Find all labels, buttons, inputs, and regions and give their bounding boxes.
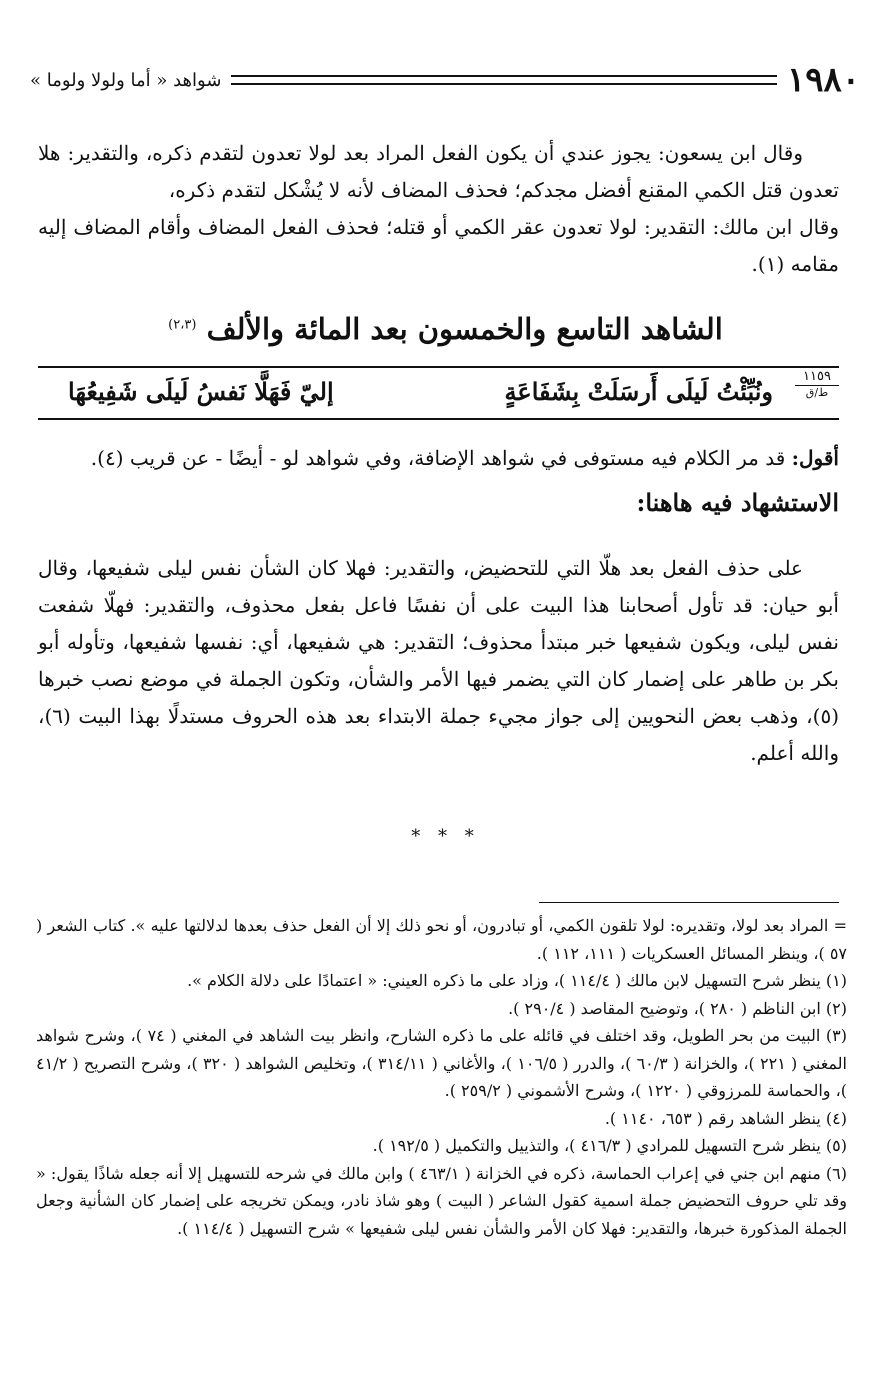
intro-paragraph-1: وقال ابن يسعون: يجوز عندي أن يكون الفعل المراد بعد لولا تعدون لتقدم ذكره، والتقدير: هلا تعدون قتل الكمي المقنع أفضل مجدكم؛ فحذف المضاف لأنه لا يُشْكل لتقدم ذكره،: [38, 141, 839, 202]
section-title: [40, 312, 851, 346]
section-title-refs: (٢،٣): [168, 317, 197, 333]
page-number: ١٩٨٠: [786, 60, 860, 100]
aqulu-text: قد مر الكلام فيه مستوفى في شواهد الإضافة، وفي شواهد لو - أيضًا - عن قريب (٤).: [90, 446, 792, 470]
footnote-2: (٢) ابن الناظم ( ٢٨٠ )، وتوضيح المقاصد ( ٢٩٠/٤ ).: [508, 998, 847, 1018]
verse-meter: ط/ق: [805, 386, 829, 399]
aqulu-lead: أقول:: [791, 446, 839, 470]
istishhad-paragraph: على حذف الفعل بعد هلّا التي للتحضيض، والتقدير: فهلا كان الشأن نفس ليلى شفيعها، وقال أبو حيان: قد تأول أصحابنا هذا البيت على أن نفسًا فاعل بفعل محذوف، والتقدير: فهلّا شفعت نفس ليلى، ويكون شفيعها خبر مبتدأ محذوف؛ التقدير: هي شفيعها، أي: نفسها شفيعها، وتأوله أبو بكر بن طاهر على إضمار كان التي يضمر فيها الأمر والشأن، وتكون الجملة في موضع نصب خبرها (٥)، وذهب بعض النحويين إلى جواز مجيء جملة الابتداء بعد هذه الحروف مستدلًا بهذا البيت (٦)، والله أعلم.: [38, 556, 839, 765]
verse-box: [38, 366, 839, 420]
verse-hemistich-1: ونُبِّئْتُ لَيلَى أَرسَلَتْ بِشَفَاعَةٍ: [504, 377, 773, 406]
aqulu-paragraph: [38, 440, 839, 477]
istishhad-heading: الاستشهاد فيه هاهنا:: [636, 488, 839, 517]
footnote-4: (٤) ينظر الشاهد رقم ( ٦٥٣، ١١٤٠ ).: [604, 1108, 847, 1128]
footnotes: [36, 912, 847, 1242]
section-separator: * * *: [411, 826, 480, 847]
footnote-6: (٦) منهم ابن جني في إعراب الحماسة، ذكره في الخزانة ( ٤٦٣/١ ) وابن مالك في شرحه للتسهيل إلا أنه جعله شاذًا يقول: « وقد تلي حروف التحضيض جملة اسمية كقول الشاعر ( البيت ) وهو شاذ نادر، ويمكن تخريجه على إضمار كان الشأنية وجعل الجملة المذكورة خبرها، والتقدير: فهلا كان الأمر والشأن نفس ليلى شفيعها » شرح التسهيل ( ١١٤/٤ ).: [36, 1163, 847, 1238]
footnote-continuation: = المراد بعد لولا، وتقديره: لولا تلقون الكمي، أو تبادرون، أو نحو ذلك إلا أن الفعل حذف بعدها لدلالتها عليه ». كتاب الشعر ( ٥٧ )، وينظر المسائل العسكريات ( ١١١، ١١٢ ).: [36, 916, 847, 963]
verse-number-value: ١١٥٩: [795, 370, 839, 386]
verse-number: [795, 370, 839, 400]
running-title: شواهد « أما ولولا ولوما »: [30, 69, 222, 91]
footnote-1: (١) ينظر شرح التسهيل لابن مالك ( ١١٤/٤ )، وزاد على ما ذكره العيني: « اعتمادًا على دلالة الكلام ».: [187, 971, 847, 990]
section-title-text: الشاهد التاسع والخمسون بعد المائة والألف: [206, 312, 723, 346]
footnote-rule: [539, 902, 839, 903]
header-rule: [231, 75, 777, 85]
footnote-5: (٥) ينظر شرح التسهيل للمرادي ( ٤١٦/٣ )، والتذييل والتكميل ( ١٩٢/٥ ).: [372, 1136, 847, 1155]
running-header: [30, 58, 860, 102]
intro-paragraph-2: وقال ابن مالك: التقدير: لولا تعدون عقر الكمي أو قتله؛ فحذف الفعل المضاف وأقام المضاف إليه مقامه (١).: [38, 215, 839, 276]
verse-hemistich-2: إليّ فَهَلَّا نَفسُ لَيلَى شَفِيعُهَا: [68, 377, 334, 406]
footnote-3: (٣) البيت من بحر الطويل، وقد اختلف في قائله على ما ذكره الشارح، وانظر بيت الشاهد في المغني ( ٧٤ )، وشرح شواهد المغني ( ٢٢١ )، والخزانة ( ٦٠/٣ )، والدرر ( ١٠٦/٥ )، والأغاني ( ٣١٤/١١ )، وتخليص الشواهد ( ٣٢٠ )، وشرح التصريح ( ٤١/٢ )، والحماسة للمرزوقي ( ١٢٢٠ )، وشرح الأشموني ( ٢٥٩/٢ ).: [36, 1026, 847, 1100]
